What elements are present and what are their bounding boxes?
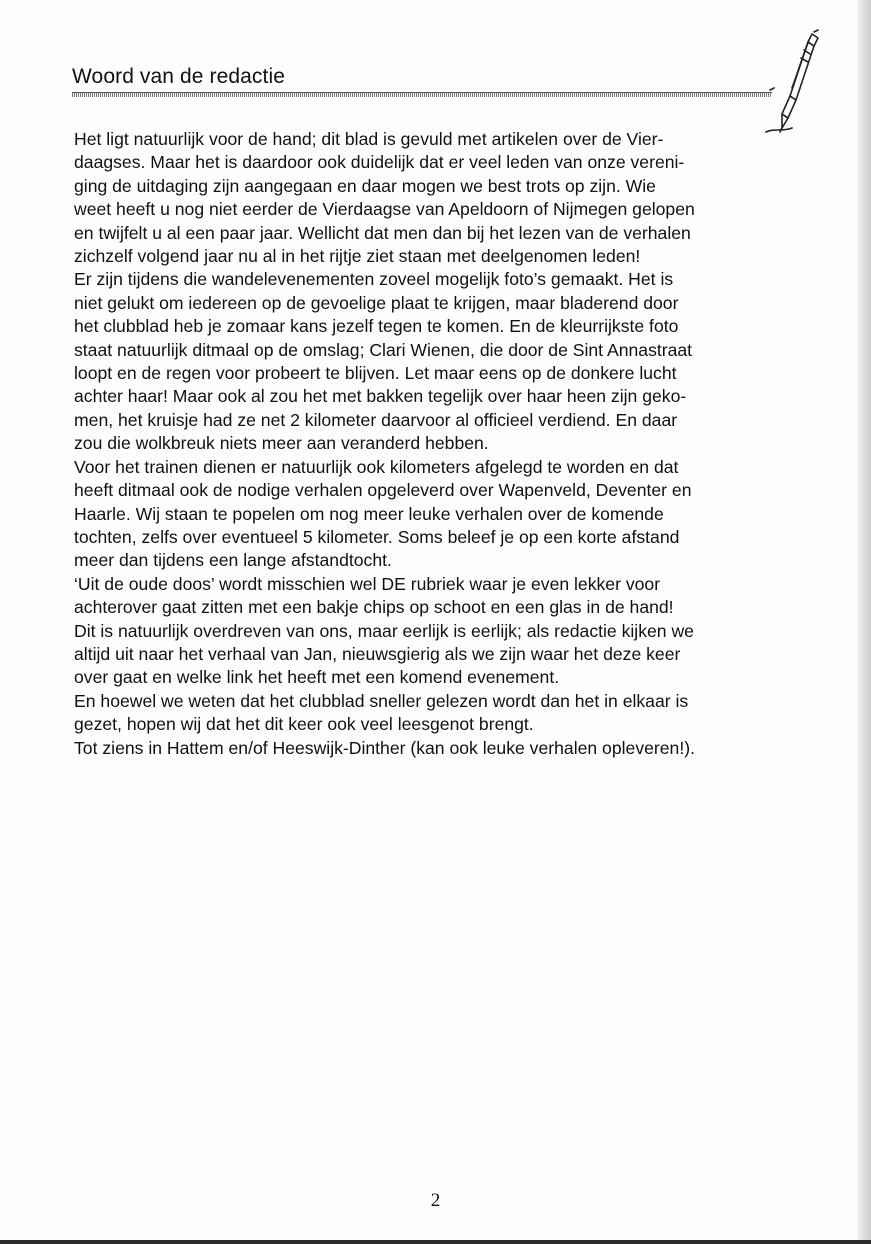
fountain-pen-icon bbox=[752, 28, 822, 136]
title-underline bbox=[72, 92, 772, 97]
text-line: En hoewel we weten dat het clubblad sneller gelezen wordt dan het in elkaar is bbox=[74, 690, 689, 711]
text-line: het clubblad heb je zomaar kans jezelf tegen te komen. En de kleurrijkste foto bbox=[74, 316, 679, 337]
text-line: achterover gaat zitten met een bakje chips op schoot en een glas in de hand! bbox=[74, 597, 674, 618]
text-line: zou die wolkbreuk niets meer aan veranderd hebben. bbox=[74, 433, 489, 454]
text-line: loopt en de regen voor probeert te blijven. Let maar eens op de donkere lucht bbox=[74, 363, 677, 384]
text-line: niet gelukt om iedereen op de gevoelige plaat te krijgen, maar bladerend door bbox=[74, 292, 679, 313]
text-line: men, het kruisje had ze net 2 kilometer daarvoor al officieel verdiend. En daar bbox=[74, 409, 678, 430]
text-line: heeft ditmaal ook de nodige verhalen opgeleverd over Wapenveld, Deventer en bbox=[74, 480, 692, 501]
text-line: ging de uitdaging zijn aangegaan en daar mogen we best trots op zijn. Wie bbox=[74, 175, 656, 196]
header bbox=[72, 64, 772, 90]
page-edge-shadow bbox=[857, 0, 871, 1244]
text-line: altijd uit naar het verhaal van Jan, nieuwsgierig als we zijn waar het deze keer bbox=[74, 643, 681, 664]
text-line: Dit is natuurlijk overdreven van ons, maar eerlijk is eerlijk; als redactie kijken we bbox=[74, 620, 694, 641]
text-line: Haarle. Wij staan te popelen om nog meer leuke verhalen over de komende bbox=[74, 503, 664, 524]
text-line: Tot ziens in Hattem en/of Heeswijk-Dinther (kan ook leuke verhalen opleveren!). bbox=[74, 737, 695, 758]
text-line: gezet, hopen wij dat het dit keer ook veel leesgenot brengt. bbox=[74, 714, 534, 735]
text-line: over gaat en welke link het heeft met een komend evenement. bbox=[74, 667, 560, 688]
text-line: Voor het trainen dienen er natuurlijk ook kilometers afgelegd te worden en dat bbox=[74, 456, 679, 477]
page-title: Woord van de redactie bbox=[72, 65, 286, 88]
article-body bbox=[74, 128, 804, 760]
text-line: tochten, zelfs over eventueel 5 kilometer. Soms beleef je op een korte afstand bbox=[74, 526, 680, 547]
text-line: daagses. Maar het is daardoor ook duidelijk dat er veel leden van onze vereni- bbox=[74, 152, 685, 173]
text-line: meer dan tijdens een lange afstandtocht. bbox=[74, 550, 392, 571]
text-line: staat natuurlijk ditmaal op de omslag; Clari Wienen, die door de Sint Annastraat bbox=[74, 339, 693, 360]
text-line: ‘Uit de oude doos’ wordt misschien wel DE rubriek waar je even lekker voor bbox=[74, 573, 661, 594]
page-number: 2 bbox=[430, 1190, 441, 1211]
text-line: Er zijn tijdens die wandelevenementen zoveel mogelijk foto’s gemaakt. Het is bbox=[74, 269, 674, 290]
text-line: achter haar! Maar ook al zou het met bakken tegelijk over haar heen zijn geko- bbox=[74, 386, 687, 407]
text-line: Het ligt natuurlijk voor de hand; dit blad is gevuld met artikelen over de Vier- bbox=[74, 129, 664, 149]
text-line: zichzelf volgend jaar nu al in het rijtje ziet staan met deelgenomen leden! bbox=[74, 246, 641, 267]
text-line: weet heeft u nog niet eerder de Vierdaagse van Apeldoorn of Nijmegen gelopen bbox=[74, 199, 695, 220]
page-bottom-edge bbox=[0, 1240, 871, 1244]
text-line: en twijfelt u al een paar jaar. Wellicht dat men dan bij het lezen van de verhalen bbox=[74, 222, 691, 243]
